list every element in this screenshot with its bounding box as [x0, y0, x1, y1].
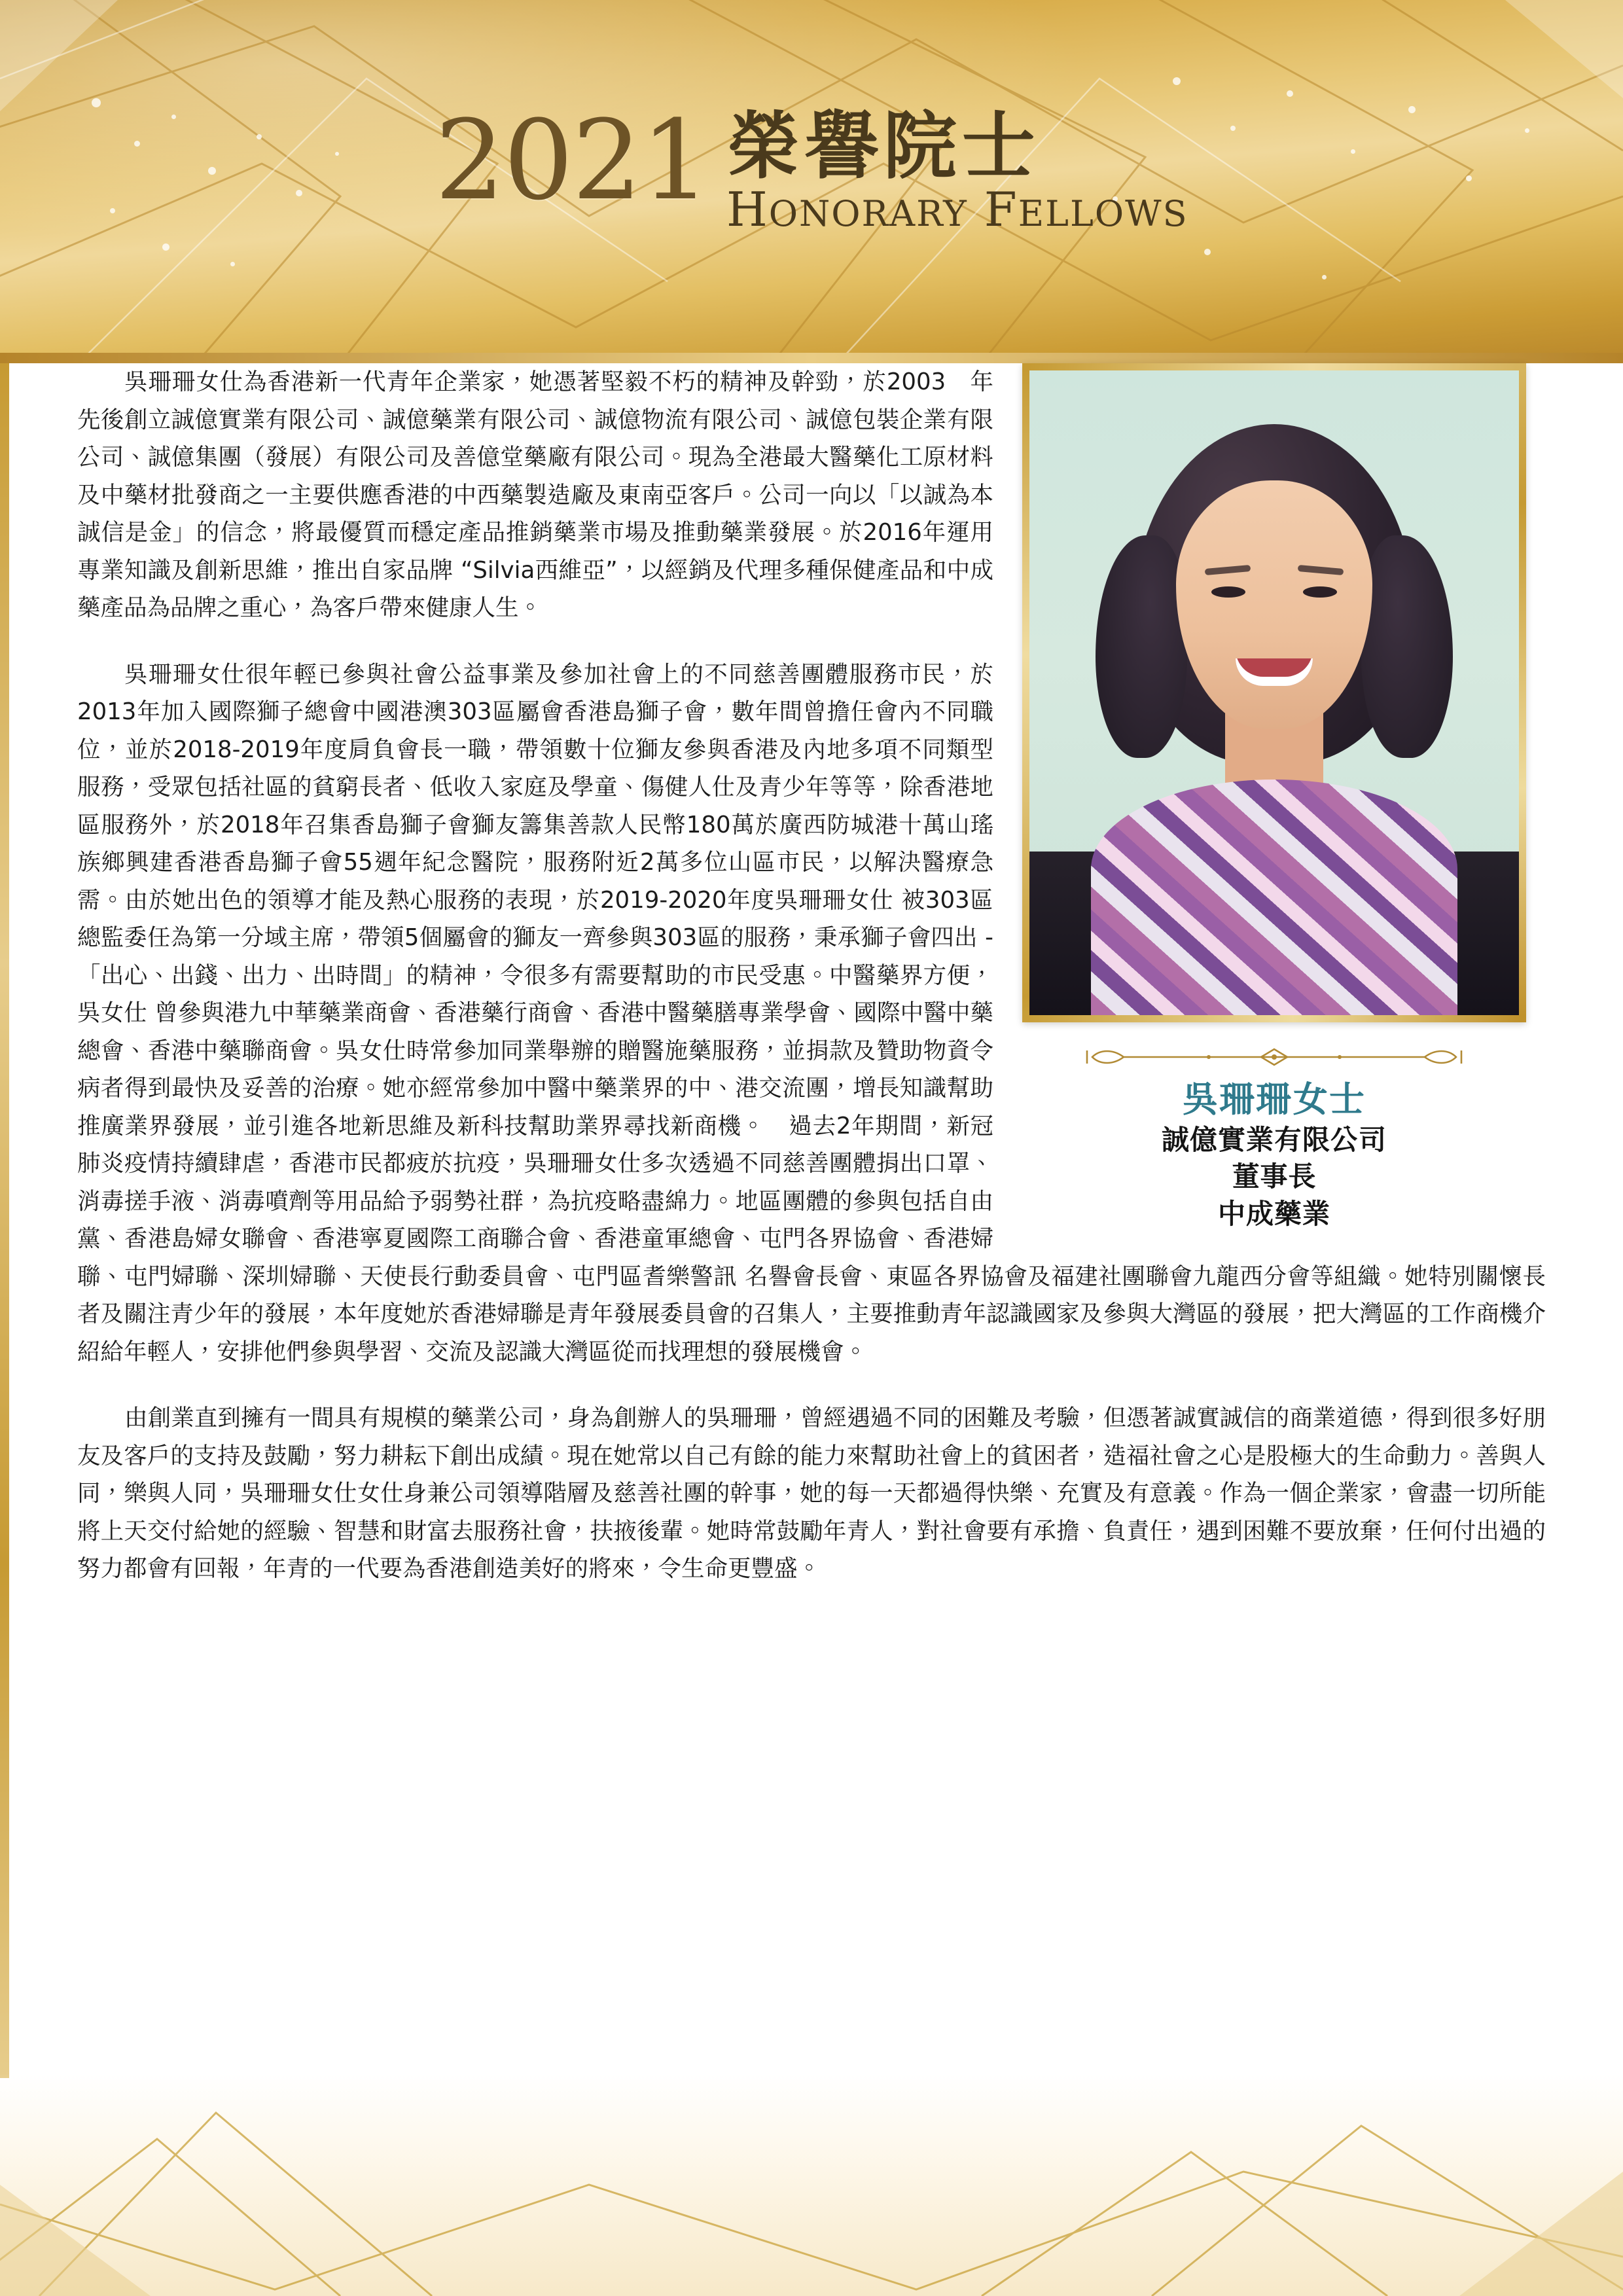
portrait-photo: [1029, 370, 1519, 1015]
ornament-divider: [1022, 1041, 1526, 1073]
portrait-eye-right: [1303, 586, 1337, 598]
portrait-frame: [1022, 363, 1526, 1022]
profile-position: 董事長: [1232, 1160, 1317, 1193]
body-paragraph-2: 吳珊珊女仕很年輕已參與社會公益事業及參加社會上的不同慈善團體服務市民，於2013年加入國際獅子總會中國港澳303區屬會香港島獅子會，數年間曾擔任會內不同職位，並於2018-2019年度肩負會長一職，帶領數十位獅友參與香港及內地多項不同類型服務，受眾包括社區的貧窮長者、低收入家庭及學童、傷健人仕及青少年等等，除香港地區服務外，於2018年召集香島獅子會獅友籌集善款人民幣180萬於廣西防城港十萬山瑤族鄉興建香港香島獅子會55週年紀念醫院，服務附近2萬多位山區市民，以解決醫療急需。由於她出色的領導才能及熱心服務的表現，於2019-2020年度吳珊珊女仕 被303區總監委任為第一分域主席，帶領5個屬會的獅友一齊參與303區的服務，秉承獅子會四出 -「出心、出錢、出力、出時間」的精神，令很多有需要幫助的市民受惠。中醫藥界方便，吳女仕 曾參與港九中華藥業商會、香港藥行商會、香港中醫藥膳專業學會、國際中醫中藥總會、香港中藥聯商會。吳女仕時常參加同業舉辦的贈醫施藥服務，並捐款及贊助物資令病者得到最快及妥善的治療。她亦經常參加中醫中藥業界的中、港交流團，增長知識幫助推廣業界發展，並引進各地新思維及新科技幫助業界尋找新商機。 過去2年期間，新冠肺炎疫情持續肆虐，香港市民都疲於抗疫，吳珊珊女仕多次透過不同慈善團體捐出口罩、消毒搓手液、消毒噴劑等用品給予弱勢社群，為抗疫略盡綿力。地區團體的參與包括自由黨、香港島婦女聯會、香港寧夏國際工商聯合會、香港童軍總會、屯門各界協會、香港婦聯、屯門婦聯、深圳婦聯、天使長行動委員會、屯門區耆樂警訊 名譽會長會、東區各界協會及福建社團聯會九龍西分會等組織。她特別關懷長者及關注青少年的發展，本年度她於香港婦聯是青年發展委員會的召集人，主要推動青年認識國家及參與大灣區的發展，把大灣區的工作商機介紹給年輕人，安排他們參與學習、交流及認識大灣區從而找理想的發展機會。: [77, 660, 1546, 1365]
article-content: [0, 363, 1623, 1617]
banner-title-english: [726, 181, 1188, 237]
profile-company: 誠億實業有限公司: [1161, 1123, 1387, 1156]
banner-year: 2021: [435, 96, 709, 224]
body-paragraph-1: 吳珊珊女仕為香港新一代青年企業家，她憑著堅毅不朽的精神及幹勁，於2003 年先後創立誠億實業有限公司、誠億藥業有限公司、誠億物流有限公司、誠億包裝企業有限公司、誠億集團（發展）有限公司及善億堂藥廠有限公司。現為全港最大醫藥化工原材料及中藥材批發商之一主要供應香港的中西藥製造廠及東南亞客戶。公司一向以「以誠為本 誠信是金」的信念，將最優質而穩定產品推銷藥業市場及推動藥業發展。於2016年運用專業知識及創新思維，推出自家品牌 “Silvia西維亞”，以經銷及代理多種保健產品和中成藥產品為品牌之重心，為客戶帶來健康人生。: [77, 368, 1017, 621]
banner-title-chinese: 榮譽院士: [726, 103, 1041, 189]
footer-line-art: [0, 2073, 1623, 2296]
top-gold-banner: [0, 0, 1623, 363]
portrait-scarf: [1091, 780, 1457, 1015]
profile-name-block: [1022, 1077, 1526, 1233]
banner-title-block: [0, 0, 1623, 363]
body-paragraph-3: 由創業直到擁有一間具有規模的藥業公司，身為創辦人的吳珊珊，曾經遇過不同的困難及考驗，但憑著誠實誠信的商業道德，得到很多好朋友及客戶的支持及鼓勵，努力耕耘下創出成績。現在她常以自己有餘的能力來幫助社會上的貧困者，造福社會之心是股極大的生命動力。善與人同，樂與人同，吳珊珊女仕女仕身兼公司領導階層及慈善社團的幹事，她的每一天都過得快樂、充實及有意義。作為一個企業家，會盡一切所能將上天交付給她的經驗、智慧和財富去服務社會，扶掖後輩。她時常鼓勵年青人，對社會要有承擔、負責任，遇到困難不要放棄，任何付出過的努力都會有回報，年青的一代要為香港創造美好的將來，令生命更豐盛。: [77, 1405, 1546, 1582]
profile-name: 吳珊珊女士: [1183, 1078, 1366, 1120]
bottom-decoration: [0, 2073, 1623, 2296]
profile-sidebar: [1022, 363, 1546, 1233]
profile-division: 中成藥業: [1217, 1197, 1330, 1230]
portrait-eye-left: [1211, 586, 1245, 598]
banner-title-english-text: HONORARY FELLOWS: [726, 181, 1188, 237]
flourish-icon: [1045, 1043, 1503, 1071]
